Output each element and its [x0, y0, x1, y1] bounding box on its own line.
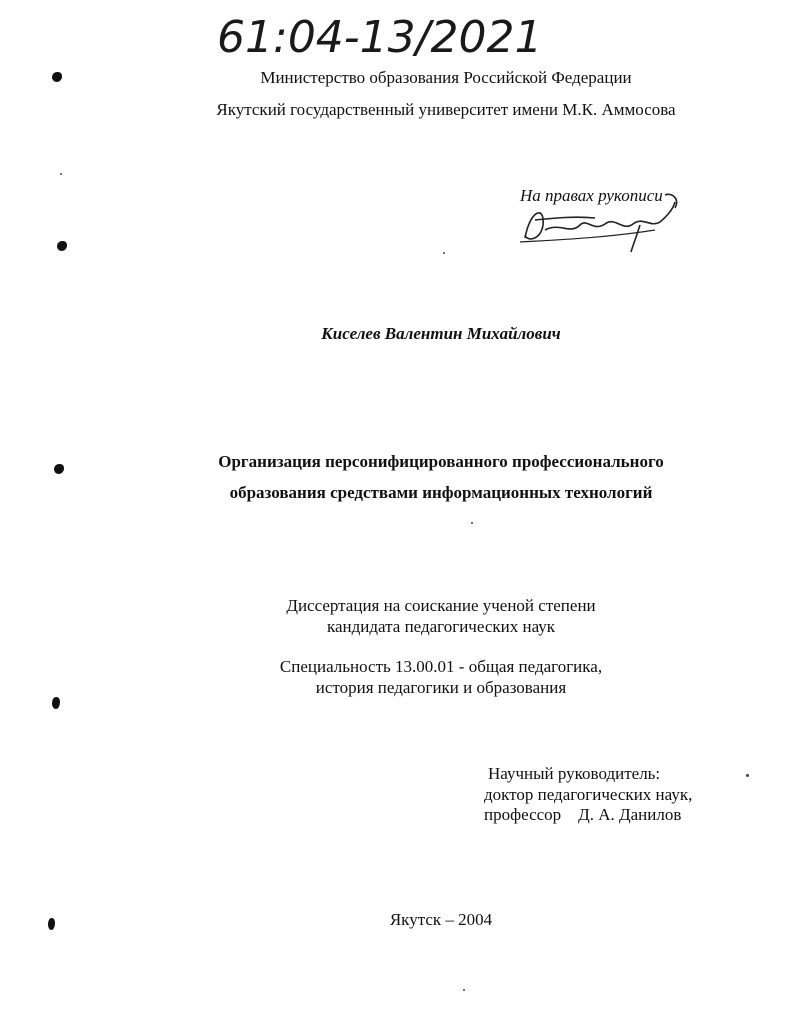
university-name: Якутский государственный университет имени М.К. Аммосова: [216, 100, 676, 119]
author-signature: [515, 180, 685, 255]
degree-sought-line-2: кандидата педагогических наук: [326, 617, 556, 636]
scan-speck: [746, 774, 749, 777]
scan-speck: [463, 989, 465, 991]
handwritten-archive-code: [215, 2, 565, 72]
scan-speck: [471, 522, 473, 524]
author-name: Киселев Валентин Михайлович: [321, 324, 561, 343]
binding-hole-mark: [57, 241, 67, 251]
scan-speck: [443, 252, 445, 254]
binding-hole-mark: [52, 697, 60, 709]
degree-sought-line-1: Диссертация на соискание ученой степени: [286, 596, 596, 615]
speciality-line-2: история педагогики и образования: [315, 678, 567, 697]
rights-note: На правах рукописи: [520, 186, 663, 205]
advisor-name: профессор Д. А. Данилов: [484, 805, 682, 824]
place-and-year: Якутск – 2004: [389, 910, 493, 929]
dissertation-title-line-2: образования средствами информационных технологий: [229, 483, 653, 502]
speciality-line-1: Специальность 13.00.01 - общая педагогика,: [279, 657, 603, 676]
ministry-name: Министерство образования Российской Федерации: [260, 68, 632, 87]
scan-speck: [60, 173, 62, 175]
advisor-label: Научный руководитель:: [488, 764, 661, 783]
binding-hole-mark: [54, 464, 64, 474]
archive-code-text: 61:04-13/2021: [217, 12, 543, 63]
dissertation-title-line-1: Организация персонифицированного профессионального: [218, 452, 664, 471]
advisor-degree: доктор педагогических наук,: [484, 785, 693, 804]
